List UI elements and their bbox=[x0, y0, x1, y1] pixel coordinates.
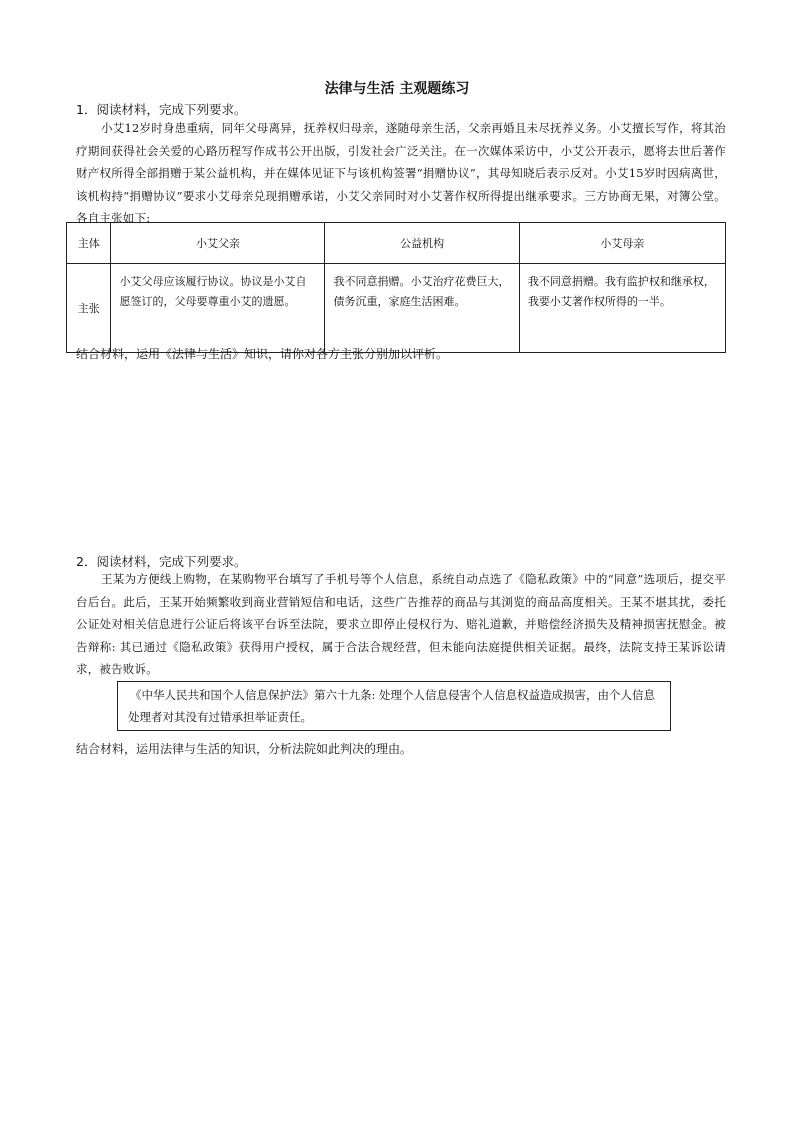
header-father: 小艾父亲 bbox=[111, 223, 325, 264]
row-label-claim: 主张 bbox=[67, 264, 111, 353]
charity-claim: 我不同意捐赠。小艾治疗花费巨大，债务沉重，家庭生活困难。 bbox=[325, 264, 519, 353]
header-mother: 小艾母亲 bbox=[519, 223, 725, 264]
question-1-heading: 1．阅读材料，完成下列要求。 bbox=[76, 102, 247, 117]
claims-table bbox=[66, 222, 726, 353]
header-subject: 主体 bbox=[67, 223, 111, 264]
law-article-box: 《中华人民共和国个人信息保护法》第六十九条: 处理个人信息侵害个人信息权益造成损害，由个人信息处理者对其没有过错承担举证责任。 bbox=[117, 681, 671, 731]
question-2-task: 结合材料，运用法律与生活的知识，分析法院如此判决的理由。 bbox=[76, 742, 413, 756]
question-1-task: 结合材料，运用《法律与生活》知识，请你对各方主张分别加以评析。 bbox=[76, 347, 449, 361]
question-2-material: 王某为方便线上购物，在某购物平台填写了手机号等个人信息，系统自动点选了《隐私政策》中的“同意”选项后，提交平台后台。此后，王某开始频繁收到商业营销短信和电话，这些广告推荐的商品与其浏览的商品高度相关。王某不堪其扰，委托公证处对相关信息进行公证后将该平台诉至法院，要求立即停止侵权行为、赔礼道歉，并赔偿经济损失及精神损害抚慰金。被告辩称: 其已通过《隐私政策》获得用户授权，属于合法合规经营，但未能向法庭提供相关证据。最终，法院支持王某诉讼请求，被告败诉。 bbox=[76, 572, 726, 676]
page-title: 法律与生活 主观题练习 bbox=[324, 81, 470, 97]
mother-claim: 我不同意捐赠。我有监护权和继承权，我要小艾著作权所得的一半。 bbox=[519, 264, 725, 353]
father-claim: 小艾父母应该履行协议。协议是小艾自愿签订的，父母要尊重小艾的遗愿。 bbox=[111, 264, 325, 353]
claims-table-header bbox=[67, 223, 726, 264]
claims-table-row bbox=[67, 264, 726, 353]
question-1-material: 小艾12岁时身患重病，同年父母离异，抚养权归母亲，遂随母亲生活，父亲再婚且未尽抚养义务。小艾擅长写作，将其治疗期间获得社会关爱的心路历程写作成书公开出版，引发社会广泛关注。在一次媒体采访中，小艾公开表示，愿将去世后著作财产权所得全部捐赠于某公益机构，并在媒体见证下与该机构签署“捐赠协议”，其母知晓后表示反对。小艾15岁时因病离世，该机构持“捐赠协议”要求小艾母亲兑现捐赠承诺，小艾父亲同时对小艾著作权所得提出继承要求。三方协商无果，对簿公堂。各自主张如下: bbox=[76, 121, 726, 225]
question-2-heading: 2．阅读材料，完成下列要求。 bbox=[76, 554, 247, 569]
header-charity: 公益机构 bbox=[325, 223, 519, 264]
